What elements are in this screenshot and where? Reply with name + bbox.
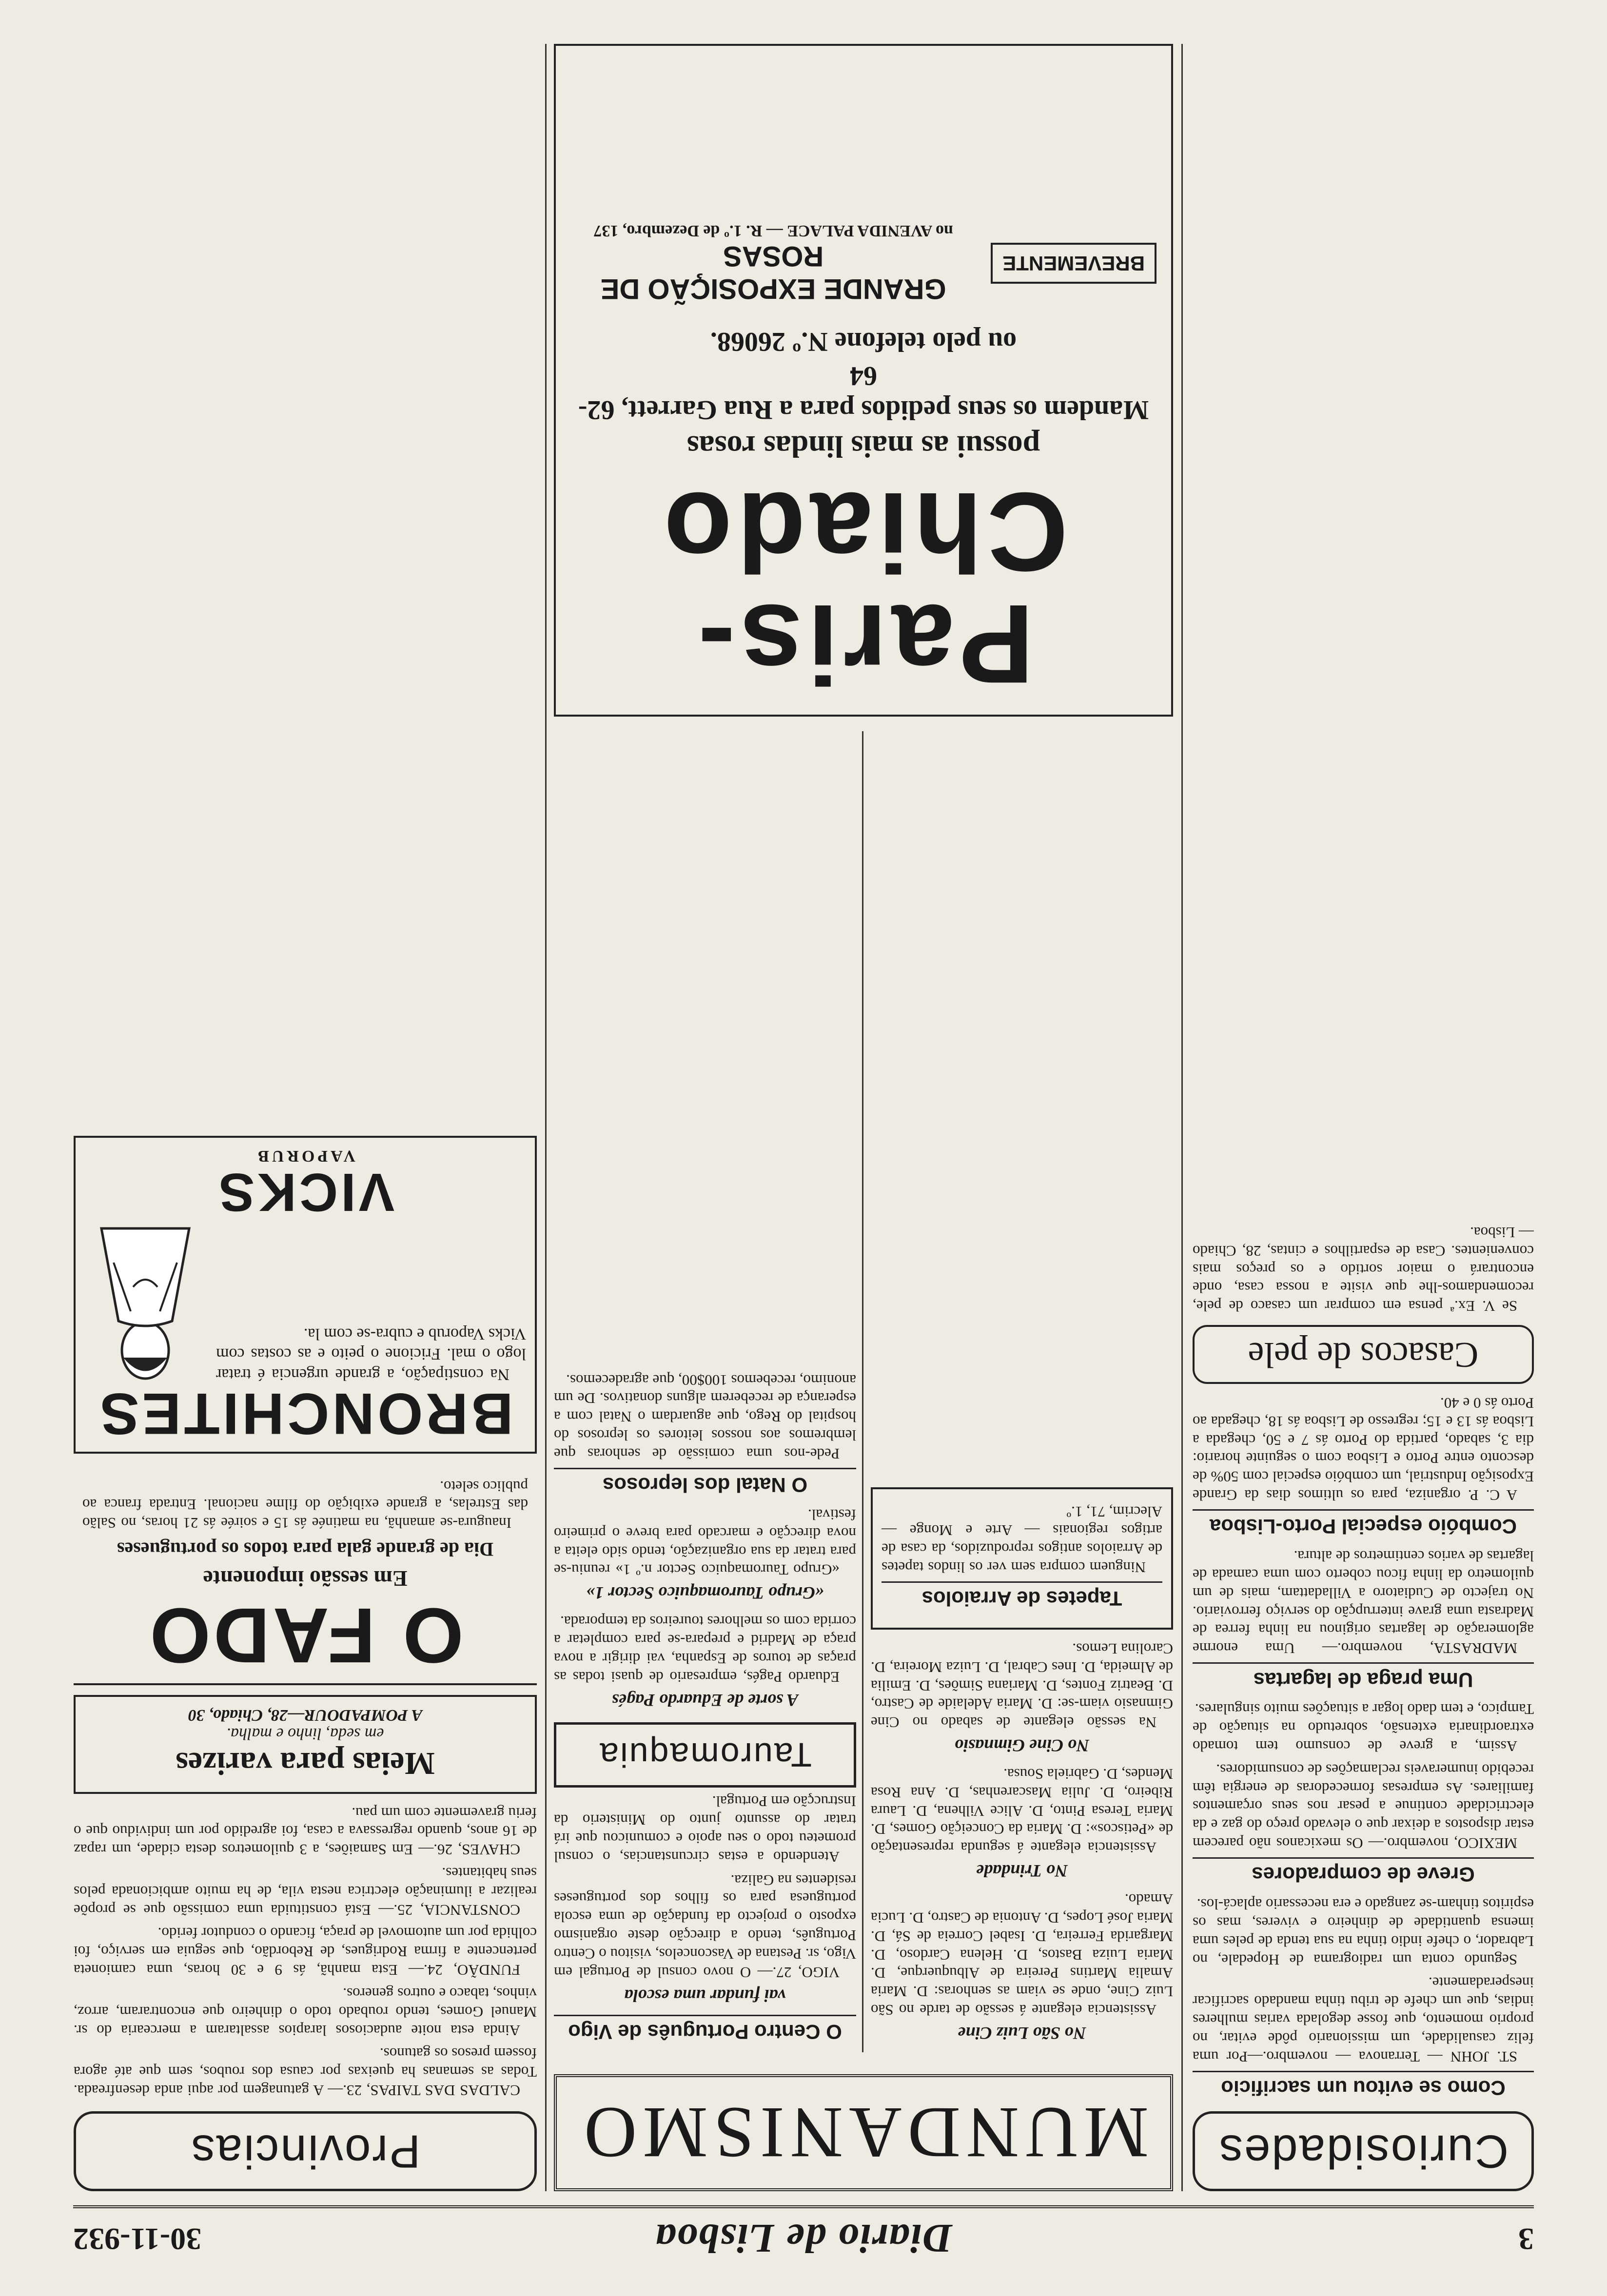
article-paragraph: Pede-nos uma comissão de senhoras que lembremos aos nossos leitores os leprosos do hospital do Rego, que aguardam o Natal com a esperança de receberem alguns donativos. De um anonimo, recebemos 100$00, que agradecemos. (554, 1371, 856, 1462)
casacos-advert: Casacos de pele (1193, 1325, 1534, 1384)
tapetes-advert (871, 1487, 1173, 1630)
subsection-title: No Trindade (976, 1861, 1068, 1881)
subsection-title: No São Luiz Cine (958, 2024, 1086, 2043)
column-curiosidades (1193, 44, 1534, 2191)
article-paragraph: Assim, a greve de consumo tem tomado extraordinaria extensão, sobretudo na situação de Tampico, e tem dado logar a situações muito singulares. (1193, 1701, 1534, 1755)
article-paragraph: ST. JOHN — Terranova — novembro.—Por uma feliz casualidade, um missionario pôde evitar, no proprio momento, que fosse degolada varias mulheres indias, que um chefe de tribu tinha mandado sacrificar inesperadamente. (1193, 1974, 1534, 2065)
section-header-provincias: Provincias (74, 2111, 537, 2191)
column-rule (545, 44, 547, 2191)
advert-line: Dia de grande gala para todos os portugueses (117, 1538, 494, 1561)
article-subheadline: vai fundar uma escola (624, 1985, 786, 2005)
article-paragraph: Segundo conta um radiograma de Hopedale, no Labrador, o chefe indio tinha na sua tenda de peles uma imensa quantidade de dinheiro e viveres, mas os espiritos tinham-se zangado e era necessario aplacá-los. (1193, 1896, 1534, 1968)
section-header-curiosidades: Curiosidades (1193, 2111, 1534, 2191)
article-paragraph: A C. P. organiza, para os ultimos dias da Grande Exposição Industrial, um combóio especial com 50% de desconto entre Porto e Lisboa com o seguinte horario: dia 3, sabado, partida do Porto ás 7 e 50, chegada a Lisboa ás 13 e 15; regresso de Lisboa ás 18, chegada ao Porto ás 0 e 40. (1193, 1395, 1534, 1504)
advert-line: ou pelo telefone N.º 26068. (710, 327, 1017, 357)
article-paragraph: Na sessão elegante de sabado no Cine Gimnasio viam-se: D. Maria Adelaide de Castro, D. Beatriz Fontes, D. Mariana Simões, D. Emilia de Almeida, D. Ines Cabral, D. Luiza Moreira, D. Carolina Lemos. (871, 1640, 1173, 1732)
brevemente-badge: BREVEMENTE (991, 243, 1156, 284)
masthead (73, 2205, 1534, 2262)
paris-chiado-advert (554, 44, 1173, 717)
newspaper-title: Diario de Lisboa (654, 2216, 953, 2261)
article-paragraph: CHAVES, 26.— Em Samaiões, a 3 quilometros desta cidade, um rapaz de 16 anos, quando regressava a casa, foi agredido por um individuo que o feriu gravemente com um pau. (74, 1804, 537, 1859)
article-paragraph: Atendendo a estas circunstancias, o consul prometeu todo o seu apoio e comunicou que irá tratar do assunto junto do Ministerio da Instrucção em Portugal. (554, 1793, 856, 1866)
article-paragraph: MEXICO, novembro.— Os mexicanos não parecem estar dispostos a deixar que o elevado preço do gaz e da electricidade continue a pesar nos seus orçamentos familiares. As empresas fornecedoras de energia têm recebido inumeraveis reclamações de consumidores. (1193, 1761, 1534, 1852)
woman-illustration-icon (84, 1224, 206, 1384)
article-paragraph: Ainda esta noite audaciosos larapios assaltaram a mercearia do sr. Manuel Gomes, tendo roubado todo o dinheiro que encontraram, arroz, vinhos, tabaco e outros generos. (74, 1985, 537, 2039)
article-headline: Como se evitou um sacrificio (1193, 2071, 1534, 2100)
article-subheadline: «Grupo Tauromaquico Sector 1» (586, 1583, 824, 1603)
article-headline: Greve de compradores (1193, 1857, 1534, 1886)
advert-brand: VICKS (216, 1162, 395, 1222)
issue-date: 30-11-932 (73, 2222, 202, 2257)
fado-advert (74, 1463, 537, 1685)
advert-title: Meias para varizes (176, 1745, 435, 1781)
article-paragraph: Se V. Ex.ª pensa em comprar um casaco de pele, recomendamos-lhe que visite a nossa casa, onde encontrará o maior sortido e os preços mais convenientes. Casa de espartilhos e cintas, 28, Chiado — Lisboa. (1193, 1224, 1534, 1315)
advert-line: possui as mais lindas rosas (686, 429, 1040, 464)
advert-headline: Tapetes de Arraiolos (882, 1581, 1162, 1610)
advert-title: Paris-Chiado (659, 469, 1068, 707)
advert-line: em seda, linho e malha. (226, 1725, 384, 1743)
subsection-title: No Cine Gimnasio (954, 1736, 1090, 1756)
advert-line: Mandem os seus pedidos para a Rua Garrett, 62-64 (578, 361, 1149, 425)
column-mundanismo-left (871, 731, 1173, 2052)
article-paragraph: CALDAS DAS TAIPAS, 23.— A gatunagem por aqui anda desenfreada. Todas as semanas ha queixas por causa dos roubos, sem que até agora fossem presos os gatunos. (74, 2045, 537, 2099)
article-paragraph: VIGO, 27.— O novo consul de Portugal em Vigo, sr. Pestana de Vasconcelos, visitou o Centro Português, tendo a direcção deste organismo exposto o projecto da fundação de uma escola portuguesa para os filhos dos portugueses residentes na Galiza. (554, 1871, 856, 1981)
article-paragraph: Assistencia elegante á segunda representação de «Petiscos»: D. Maria da Conceição Gomes, D. Maria Teresa Pinto, D. Alice Vilhena, D. Laura Ribeiro, D. Julia Mascarenhas, D. Ana Rosa Mendes, D. Gabriela Sousa. (871, 1766, 1173, 1857)
meias-advert (74, 1695, 537, 1794)
article-headline: Combóio especial Porto-Lisboa (1193, 1509, 1534, 1538)
article-paragraph: Assistencia elegante á sessão de tarde no São Luiz Cine, onde se viam as senhoras: D. Maria Amalia Martins Pereira de Albuquerque, D. Maria Luiza Bastos, D. Helena Cardoso, D. Margarida Ferreira, D. Isabel Correia de Sá, D. Maria José Lopes, D. Antonia de Castro, D. Lucia Amado. (871, 1891, 1173, 2019)
article-subheadline: A sorte de Eduardo Pagés (611, 1690, 799, 1710)
column-rule (862, 731, 863, 2052)
exposicao-title: GRANDE EXPOSIÇÃO DE ROSAS (600, 240, 946, 305)
advert-title: O FADO (147, 1592, 464, 1680)
article-paragraph: MADRASTA, novembro.— Uma enorme aglomeração de lagartas originou na linha ferrea de Madrasta uma grave interrupção do serviço ferroviario. No trajecto de Cudiatoro a Villadattam, mais de um quilometro da linha ficou coberto com uma camada de lagartas de varios centimetros de altura. (1193, 1548, 1534, 1657)
column-provincias (74, 44, 537, 2191)
article-paragraph: «Grupo Tauromaquico Sector n.º 1» reuniu-se para tratar da sua organização, tendo sido eleita a nova direcção e marcado para breve o primeiro festival. (554, 1506, 856, 1579)
article-headline: O Natal dos leprosos (554, 1468, 856, 1497)
article-headline: Uma praga de lagartas (1193, 1662, 1534, 1691)
page-number: 3 (1518, 2222, 1534, 2257)
advert-brand-sub: VAPORUB (255, 1147, 355, 1165)
advert-address: A POMPADOUR—28, Chiado, 30 (188, 1706, 423, 1725)
advert-text: Ninguem compra sem ver os lindos tapetes de Arraiolos antigos reproduzidos, da casa de artigos regionais — Arte e Monge — Alecrim, 71, 1.º (882, 1503, 1162, 1576)
article-headline: O Centro Português de Vigo (554, 2015, 856, 2043)
bronchites-advert (74, 1136, 537, 1454)
article-paragraph: FUNDÃO, 24.— Esta manhã, ás 9 e 30 horas, uma camioneta pertencente a firma Rodrigues, de Rebordão, que seguia em serviço, foi colhida por um automovel de praça, ficando o condutor ferido. (74, 1925, 537, 1979)
column-mundanismo-right (554, 731, 856, 2052)
article-paragraph: CONSTANCIA, 25.— Está constituida uma comissão que se propõe realizar a iluminação electrica nesta vila, de ha muito ambicionada pelos seus habitantes. (74, 1865, 537, 1919)
advert-text: Inaugura-se amanhã, na matinée ás 15 e soirée ás 21 horas, no Salão das Estrelas, a grande exibição do filme nacional. Entrada franca ao publico seleto. (82, 1478, 528, 1532)
advert-text: Na constipação, a grande urgencia é tratar logo o mal. Fricione o peito e as costas com Vicks Vaporub e cubra-se com la. (216, 1324, 526, 1383)
section-header-mundanismo: MUNDANISMO (554, 2074, 1173, 2191)
advert-subtitle: Em sessão imponente (203, 1566, 408, 1592)
article-paragraph: Eduardo Pagés, empresario de quasi todas as praças de touros de Espanha, vai dirigir a nova praça de Madrid e prepara-se para completar a corrida com os melhores toureiros da temporada. (554, 1613, 856, 1686)
section-header-tauromaquia: Tauromaquia (554, 1722, 856, 1788)
mundanismo-banner-area (554, 2064, 1173, 2191)
exposicao-venue: no AVENIDA PALACE — R. 1.º de Dezembro, 137 (593, 222, 953, 240)
advert-title: BRONCHITES (97, 1381, 513, 1446)
column-rule (1181, 44, 1183, 2191)
